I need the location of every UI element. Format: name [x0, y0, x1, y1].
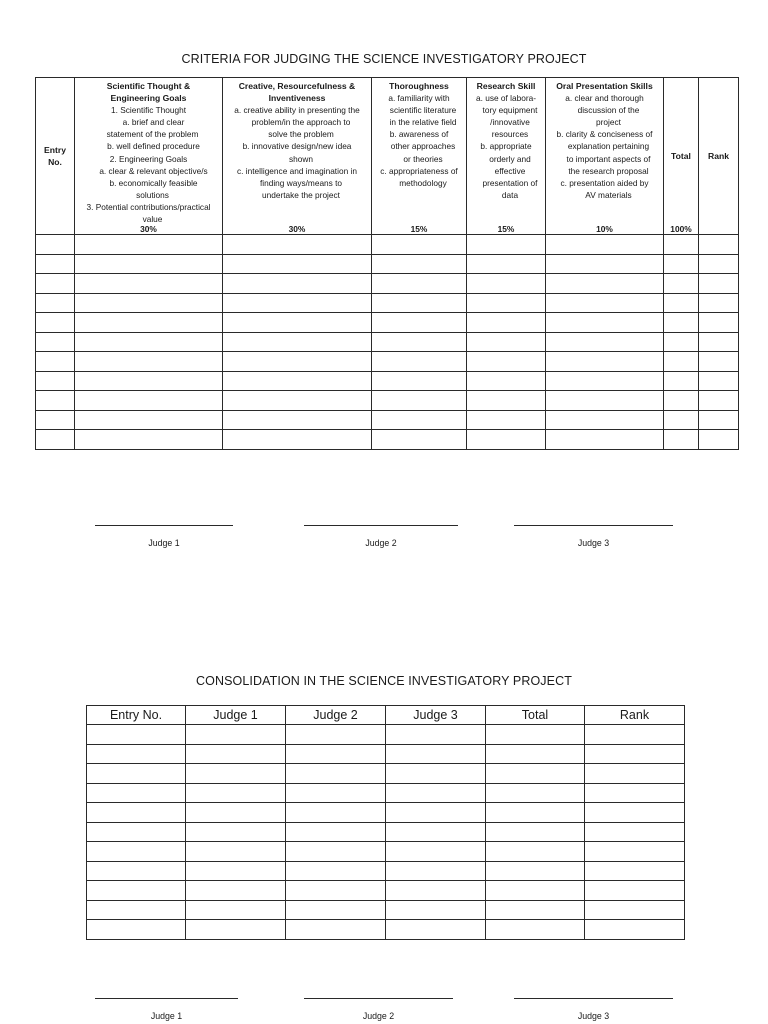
consolidation-cell[interactable] — [585, 803, 685, 823]
criterion-item: other approaches — [390, 141, 456, 152]
table-row — [87, 900, 685, 920]
consolidation-cell[interactable] — [87, 764, 186, 784]
table-row — [87, 842, 685, 862]
consolidation-cell[interactable] — [186, 881, 286, 901]
score-cell[interactable] — [223, 332, 372, 352]
score-cell[interactable] — [546, 274, 664, 294]
score-cell[interactable] — [467, 352, 546, 372]
score-cell[interactable] — [372, 332, 467, 352]
criterion-item: finding ways/means to — [259, 177, 343, 188]
consolidation-cell[interactable] — [486, 764, 585, 784]
total-weight: 100% — [670, 223, 692, 234]
score-cell[interactable] — [36, 313, 75, 333]
consolidation-header-cell: Total — [486, 706, 585, 725]
criterion-item: b. appropriate — [480, 141, 532, 152]
score-cell[interactable] — [699, 274, 739, 294]
criterion-header-scientific-thought — [75, 78, 223, 235]
consolidation-cell[interactable] — [585, 764, 685, 784]
score-cell[interactable] — [546, 391, 664, 411]
entry-no-header: Entry No. — [36, 78, 75, 235]
criterion-header-research-skill — [467, 78, 546, 235]
criterion-item: resources — [491, 129, 529, 140]
consolidation-header-cell: Judge 1 — [186, 706, 286, 725]
score-cell[interactable] — [664, 371, 699, 391]
score-cell[interactable] — [223, 430, 372, 450]
consolidation-cell[interactable] — [386, 861, 486, 881]
consolidation-cell[interactable] — [585, 783, 685, 803]
score-cell[interactable] — [372, 391, 467, 411]
score-cell[interactable] — [223, 293, 372, 313]
table-row — [36, 352, 739, 372]
score-cell[interactable] — [36, 332, 75, 352]
criterion-weight: 15% — [410, 223, 428, 234]
criterion-item: 1. Scientific Thought — [110, 105, 187, 116]
consolidation-cell[interactable] — [386, 920, 486, 940]
criterion-item: undertake the project — [262, 189, 340, 200]
judge-label: Judge 1 — [148, 538, 180, 548]
score-cell[interactable] — [664, 293, 699, 313]
consolidation-cell[interactable] — [386, 783, 486, 803]
score-cell[interactable] — [699, 235, 739, 255]
criterion-weight: 15% — [497, 223, 515, 234]
score-cell[interactable] — [664, 430, 699, 450]
consolidation-cell[interactable] — [386, 842, 486, 862]
score-cell[interactable] — [699, 293, 739, 313]
criterion-item: in the relative field — [389, 117, 457, 128]
criterion-item: problem/in the approach to — [251, 117, 351, 128]
score-cell[interactable] — [372, 313, 467, 333]
criterion-item: a. clear & relevant objective/s — [99, 165, 208, 176]
criterion-title: Scientific Thought & Engineering Goals — [106, 81, 191, 104]
consolidation-cell[interactable] — [87, 920, 186, 940]
criterion-items — [225, 104, 369, 201]
score-cell[interactable] — [467, 293, 546, 313]
score-cell[interactable] — [372, 352, 467, 372]
score-cell[interactable] — [467, 430, 546, 450]
consolidation-cell[interactable] — [186, 803, 286, 823]
consolidation-cell[interactable] — [286, 842, 386, 862]
criterion-item: a. familiarity with — [388, 93, 450, 104]
consolidation-cell[interactable] — [386, 725, 486, 745]
criterion-item: b. well defined procedure — [107, 141, 200, 152]
criterion-item: a. creative ability in presenting the — [234, 105, 360, 116]
criterion-item: statement of the problem — [106, 129, 199, 140]
score-cell[interactable] — [36, 274, 75, 294]
score-cell[interactable] — [372, 274, 467, 294]
criterion-item: or theories — [403, 153, 443, 164]
judge-label: Judge 2 — [365, 538, 397, 548]
judge-label: Judge 2 — [362, 1011, 395, 1021]
criterion-item: orderly and — [489, 153, 531, 164]
criterion-item: 3. Potential contributions/practical — [86, 201, 211, 212]
score-cell[interactable] — [75, 410, 223, 430]
criterion-weight: 10% — [596, 223, 613, 234]
score-cell[interactable] — [223, 410, 372, 430]
criteria-table — [35, 77, 739, 450]
criterion-items — [548, 92, 661, 201]
consolidation-cell[interactable] — [186, 725, 286, 745]
table-row — [87, 725, 685, 745]
table-row — [87, 822, 685, 842]
criterion-item: solutions — [136, 189, 169, 200]
score-cell[interactable] — [664, 274, 699, 294]
consolidation-title: CONSOLIDATION IN THE SCIENCE INVESTIGATORY PROJECT — [196, 674, 572, 688]
table-row — [36, 410, 739, 430]
consolidation-cell[interactable] — [486, 900, 585, 920]
score-cell[interactable] — [36, 430, 75, 450]
consolidation-cell[interactable] — [486, 861, 585, 881]
consolidation-cell[interactable] — [286, 861, 386, 881]
consolidation-cell[interactable] — [87, 881, 186, 901]
consolidation-cell[interactable] — [87, 861, 186, 881]
criterion-item: /innovative — [490, 117, 530, 128]
criterion-item: AV materials — [585, 189, 632, 200]
score-cell[interactable] — [75, 293, 223, 313]
score-cell[interactable] — [467, 274, 546, 294]
criterion-item: c. presentation aided by — [560, 177, 649, 188]
score-cell[interactable] — [223, 352, 372, 372]
criterion-item: 2. Engineering Goals — [109, 153, 188, 164]
score-cell[interactable] — [546, 430, 664, 450]
judge-label: Judge 1 — [150, 1011, 183, 1021]
criterion-item: value — [142, 214, 163, 225]
criterion-weight: 30% — [140, 223, 157, 234]
score-cell[interactable] — [75, 274, 223, 294]
score-cell[interactable] — [664, 332, 699, 352]
score-cell[interactable] — [699, 254, 739, 274]
consolidation-cell[interactable] — [386, 900, 486, 920]
table-row — [87, 783, 685, 803]
consolidation-cell[interactable] — [585, 861, 685, 881]
table-row — [87, 881, 685, 901]
table-row — [36, 371, 739, 391]
score-cell[interactable] — [546, 352, 664, 372]
score-cell[interactable] — [75, 313, 223, 333]
score-cell[interactable] — [546, 332, 664, 352]
consolidation-cell[interactable] — [87, 725, 186, 745]
score-cell[interactable] — [372, 410, 467, 430]
criterion-item: project — [596, 117, 621, 128]
score-cell[interactable] — [467, 313, 546, 333]
score-cell[interactable] — [699, 391, 739, 411]
consolidation-cell[interactable] — [186, 783, 286, 803]
signature-line[interactable] — [514, 525, 673, 526]
consolidation-cell[interactable] — [486, 783, 585, 803]
score-cell[interactable] — [36, 371, 75, 391]
consolidation-cell[interactable] — [585, 920, 685, 940]
criterion-title: Research Skill — [476, 81, 536, 91]
consolidation-cell[interactable] — [486, 725, 585, 745]
score-cell[interactable] — [699, 352, 739, 372]
criterion-item: b. clarity & conciseness of — [556, 129, 653, 140]
score-cell[interactable] — [546, 313, 664, 333]
score-cell[interactable] — [372, 430, 467, 450]
score-cell[interactable] — [467, 254, 546, 274]
criterion-weight: 30% — [288, 223, 306, 234]
consolidation-cell[interactable] — [486, 803, 585, 823]
consolidation-cell[interactable] — [286, 803, 386, 823]
score-cell[interactable] — [36, 293, 75, 313]
score-cell[interactable] — [664, 254, 699, 274]
consolidation-cell[interactable] — [386, 822, 486, 842]
criterion-item: tory equipment — [482, 105, 538, 116]
score-cell[interactable] — [75, 352, 223, 372]
consolidation-cell[interactable] — [386, 803, 486, 823]
score-cell[interactable] — [223, 254, 372, 274]
consolidation-cell[interactable] — [186, 861, 286, 881]
consolidation-cell[interactable] — [486, 881, 585, 901]
consolidation-cell[interactable] — [87, 803, 186, 823]
criterion-item: explanation pertaining — [567, 141, 650, 152]
consolidation-cell[interactable] — [286, 822, 386, 842]
table-row — [36, 235, 739, 255]
consolidation-cell[interactable] — [286, 783, 386, 803]
score-cell[interactable] — [664, 391, 699, 411]
criterion-item: a. clear and thorough — [565, 93, 644, 104]
consolidation-cell[interactable] — [186, 744, 286, 764]
score-cell[interactable] — [223, 371, 372, 391]
score-cell[interactable] — [372, 293, 467, 313]
score-cell[interactable] — [699, 430, 739, 450]
score-cell[interactable] — [467, 391, 546, 411]
score-cell[interactable] — [372, 254, 467, 274]
criterion-item: a. use of labora- — [476, 93, 536, 104]
score-cell[interactable] — [467, 410, 546, 430]
score-cell[interactable] — [664, 313, 699, 333]
score-cell[interactable] — [467, 332, 546, 352]
consolidation-cell[interactable] — [286, 920, 386, 940]
consolidation-cell[interactable] — [87, 900, 186, 920]
score-cell[interactable] — [467, 371, 546, 391]
score-cell[interactable] — [699, 332, 739, 352]
score-cell[interactable] — [664, 352, 699, 372]
consolidation-cell[interactable] — [286, 764, 386, 784]
consolidation-header-cell: Entry No. — [87, 706, 186, 725]
score-cell[interactable] — [546, 235, 664, 255]
score-cell[interactable] — [699, 371, 739, 391]
consolidation-cell[interactable] — [585, 744, 685, 764]
score-cell[interactable] — [372, 371, 467, 391]
score-cell[interactable] — [75, 332, 223, 352]
criterion-header-oral-presentation — [546, 78, 664, 235]
table-row — [36, 254, 739, 274]
consolidation-cell[interactable] — [486, 842, 585, 862]
consolidation-cell[interactable] — [186, 900, 286, 920]
criterion-items — [77, 104, 220, 225]
score-cell[interactable] — [36, 391, 75, 411]
table-row — [87, 861, 685, 881]
criteria-header-row — [36, 78, 739, 235]
criterion-item: discussion of the — [577, 105, 640, 116]
consolidation-header-cell: Rank — [585, 706, 685, 725]
score-cell[interactable] — [664, 410, 699, 430]
table-row — [36, 274, 739, 294]
score-cell[interactable] — [36, 410, 75, 430]
criterion-item: effective — [494, 165, 526, 176]
consolidation-cell[interactable] — [386, 881, 486, 901]
consolidation-cell[interactable] — [585, 842, 685, 862]
judge-label: Judge 3 — [577, 1011, 610, 1021]
criterion-item: shown — [289, 153, 313, 164]
criterion-item: scientific literature — [389, 105, 457, 116]
table-row — [36, 391, 739, 411]
consolidation-cell[interactable] — [87, 744, 186, 764]
consolidation-cell[interactable] — [186, 764, 286, 784]
criterion-item: solve the problem — [268, 129, 334, 140]
signature-line[interactable] — [304, 525, 458, 526]
table-row — [87, 920, 685, 940]
score-cell[interactable] — [36, 254, 75, 274]
criterion-item: to important aspects of — [566, 153, 651, 164]
score-cell[interactable] — [36, 235, 75, 255]
consolidation-cell[interactable] — [486, 822, 585, 842]
criterion-item: the research proposal — [568, 165, 649, 176]
score-cell[interactable] — [36, 352, 75, 372]
score-cell[interactable] — [75, 430, 223, 450]
score-cell[interactable] — [664, 235, 699, 255]
score-cell[interactable] — [75, 235, 223, 255]
consolidation-cell[interactable] — [386, 744, 486, 764]
criterion-item: a. brief and clear — [122, 117, 185, 128]
consolidation-cell[interactable] — [386, 764, 486, 784]
consolidation-header-row — [87, 706, 685, 725]
consolidation-cell[interactable] — [87, 822, 186, 842]
table-row — [36, 430, 739, 450]
consolidation-cell[interactable] — [486, 920, 585, 940]
consolidation-cell[interactable] — [186, 822, 286, 842]
score-cell[interactable] — [546, 371, 664, 391]
score-cell[interactable] — [223, 391, 372, 411]
score-cell[interactable] — [223, 235, 372, 255]
table-row — [87, 803, 685, 823]
table-row — [36, 293, 739, 313]
signature-line[interactable] — [304, 998, 453, 999]
score-cell[interactable] — [699, 410, 739, 430]
criterion-header-thoroughness — [372, 78, 467, 235]
score-cell[interactable] — [546, 410, 664, 430]
consolidation-cell[interactable] — [286, 900, 386, 920]
consolidation-header-cell: Judge 2 — [286, 706, 386, 725]
criterion-item: c. appropriateness of — [380, 165, 458, 176]
criterion-title: Creative, Resourcefulness & Inventiveness — [238, 81, 356, 104]
score-cell[interactable] — [75, 371, 223, 391]
consolidation-cell[interactable] — [186, 920, 286, 940]
criterion-title: Thoroughness — [389, 81, 449, 91]
rank-header: Rank — [699, 78, 739, 235]
consolidation-cell[interactable] — [87, 842, 186, 862]
judge-label: Judge 3 — [577, 538, 610, 548]
consolidation-cell[interactable] — [286, 744, 386, 764]
consolidation-cell[interactable] — [286, 881, 386, 901]
criterion-item: data — [501, 189, 519, 200]
score-cell[interactable] — [75, 254, 223, 274]
consolidation-cell[interactable] — [585, 881, 685, 901]
score-cell[interactable] — [223, 274, 372, 294]
consolidation-cell[interactable] — [585, 900, 685, 920]
criterion-items — [374, 92, 464, 189]
signature-line[interactable] — [95, 998, 238, 999]
consolidation-cell[interactable] — [186, 842, 286, 862]
score-cell[interactable] — [546, 293, 664, 313]
score-cell[interactable] — [546, 254, 664, 274]
table-row — [87, 764, 685, 784]
score-cell[interactable] — [699, 313, 739, 333]
table-row — [36, 313, 739, 333]
consolidation-cell[interactable] — [87, 783, 186, 803]
signature-line[interactable] — [514, 998, 673, 999]
criterion-item: methodology — [399, 177, 447, 188]
table-row — [36, 332, 739, 352]
consolidation-cell[interactable] — [486, 744, 585, 764]
consolidation-header-cell: Judge 3 — [386, 706, 486, 725]
criterion-title: Oral Presentation Skills — [556, 81, 653, 91]
criterion-item: b. economically feasible — [109, 177, 198, 188]
signature-line[interactable] — [95, 525, 233, 526]
criterion-item: presentation of — [482, 177, 538, 188]
criterion-item: b. awareness of — [389, 129, 449, 140]
consolidation-table — [86, 705, 685, 940]
score-cell[interactable] — [75, 391, 223, 411]
consolidation-cell[interactable] — [286, 725, 386, 745]
score-cell[interactable] — [372, 235, 467, 255]
criteria-title: CRITERIA FOR JUDGING THE SCIENCE INVESTIGATORY PROJECT — [181, 52, 587, 66]
criterion-item: c. intelligence and imagination in — [237, 165, 357, 176]
consolidation-cell[interactable] — [585, 725, 685, 745]
table-row — [87, 744, 685, 764]
score-cell[interactable] — [223, 313, 372, 333]
total-header: Total 100% — [664, 78, 699, 235]
score-cell[interactable] — [467, 235, 546, 255]
criterion-header-creativity — [223, 78, 372, 235]
criterion-items — [469, 92, 543, 201]
consolidation-cell[interactable] — [585, 822, 685, 842]
criterion-item: b. innovative design/new idea — [242, 141, 352, 152]
